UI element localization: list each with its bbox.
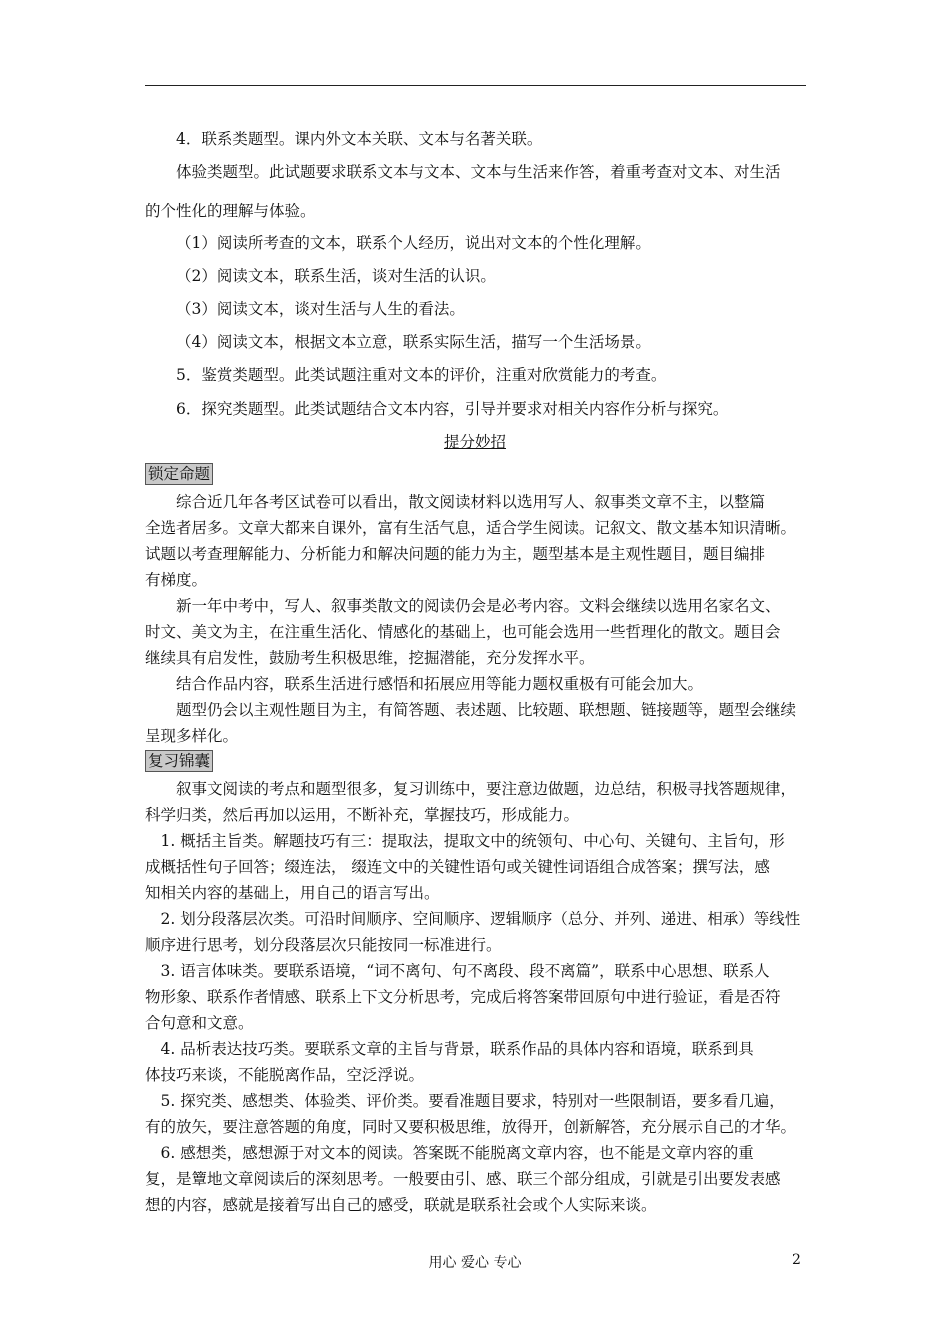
para1-line: 新一年中考中，写人、叙事类散文的阅读仍会是必考内容。文料会继续以选用名家名文、 <box>145 597 781 615</box>
para1-line: 结合作品内容，联系生活进行感悟和拓展应用等能力题权重极有可能会加大。 <box>145 675 704 693</box>
para1-line: 时文、美文为主，在注重生活化、情感化的基础上，也可能会选用一些哲理化的散文。题目会 <box>145 623 781 641</box>
para2-line: 6. 感想类，感想源于对文本的阅读。答案既不能脱离文章内容，也不能是文章内容的重 <box>145 1144 754 1162</box>
experience-sub-4: （4）阅读文本，根据文本立意，联系实际生活，描写一个生活场景。 <box>176 333 651 351</box>
para1-line: 试题以考查理解能力、分析能力和解决问题的能力为主，题型基本是主观性题目，题目编排 <box>145 545 766 563</box>
para2-line: 4. 品析表达技巧类。要联系文章的主旨与背景，联系作品的具体内容和语境，联系到具 <box>145 1040 754 1058</box>
experience-intro-line2: 的个性化的理解与体验。 <box>145 202 316 220</box>
item-4-line: 4．联系类题型。课内外文本关联、文本与名著关联。 <box>176 130 543 148</box>
experience-sub-2: （2）阅读文本，联系生活，谈对生活的认识。 <box>176 267 496 285</box>
experience-sub-3: （3）阅读文本，谈对生活与人生的看法。 <box>176 300 465 318</box>
paragraph-block-2 <box>145 776 807 1218</box>
item-6-line: 6．探究类题型。此类试题结合文本内容，引导并要求对相关内容作分析与探究。 <box>176 400 729 418</box>
para2-line: 3. 语言体味类。要联系语境，“词不离句、句不离段、段不离篇”，联系中心思想、联系人 <box>145 962 770 980</box>
para2-line: 有的放矢，要注意答题的角度，同时又要积极思维，放得开，创新解答，充分展示自己的才华。 <box>145 1118 797 1136</box>
item-5-line: 5．鉴赏类题型。此类试题注重对文本的评价，注重对欣赏能力的考查。 <box>176 366 667 384</box>
experience-sub-1: （1）阅读所考查的文本，联系个人经历，说出对文本的个性化理解。 <box>176 234 651 252</box>
para1-line: 有梯度。 <box>145 571 208 589</box>
para2-line: 2. 划分段落层次类。可沿时间顺序、空间顺序、逻辑顺序（总分、并列、递进、相承）等线性 <box>145 910 801 928</box>
para1-line: 继续具有启发性，鼓励考生积极思维，挖掘潜能，充分发挥水平。 <box>145 649 595 667</box>
page-number: 2 <box>792 1252 801 1268</box>
para2-line: 物形象、联系作者情感、联系上下文分析思考，完成后将答案带回原句中进行验证，看是否符 <box>145 988 781 1006</box>
para1-line: 呈现多样化。 <box>145 727 239 745</box>
section-title-text: 提分妙招 <box>443 433 506 451</box>
para2-line: 想的内容，感就是接着写出自己的感受，联就是联系社会或个人实际来谈。 <box>145 1196 657 1214</box>
paragraph-block-1 <box>145 489 807 749</box>
para2-line: 合句意和文意。 <box>145 1014 254 1032</box>
para1-line: 题型仍会以主观性题目为主，有简答题、表述题、比较题、联想题、链接题等，题型会继续 <box>145 701 797 719</box>
para2-line: 5. 探究类、感想类、体验类、评价类。要看准题目要求，特别对一些限制语，要多看几遍， <box>145 1092 785 1110</box>
para2-line: 科学归类，然后再加以运用，不断补充，掌握技巧，形成能力。 <box>145 806 580 824</box>
para1-line: 全选者居多。文章大都来自课外，富有生活气息，适合学生阅读。记叙文、散文基本知识清晰。 <box>145 519 797 537</box>
para2-line: 顺序进行思考，划分段落层次只能按同一标准进行。 <box>145 936 502 954</box>
experience-intro-line1: 体验类题型。此试题要求联系文本与文本、文本与生活来作答，着重考查对文本、对生活 <box>176 163 781 181</box>
para2-line: 1. 概括主旨类。解题技巧有三：提取法，提取文中的统领句、中心句、关键句、主旨句，形 <box>145 832 785 850</box>
para2-line: 体技巧来谈，不能脱离作品，空泛浮说。 <box>145 1066 425 1084</box>
para2-line: 复，是簟地文章阅读后的深刻思考。一般要由引、感、联三个部分组成，引就是引出要发表感 <box>145 1170 781 1188</box>
page-footer: 用心 爱心 专心 <box>428 1255 522 1271</box>
para1-line: 综合近几年各考区试卷可以看出，散文阅读材料以选用写人、叙事类文章不主，以整篇 <box>145 493 766 511</box>
header-rule <box>145 85 806 86</box>
para2-line: 知相关内容的基础上，用自己的语言写出。 <box>145 884 440 902</box>
para2-line: 叙事文阅读的考点和题型很多，复习训练中，要注意边做题，边总结，积极寻找答题规律， <box>145 780 797 798</box>
tag-review-tips: 复习锦囊 <box>145 750 213 772</box>
section-title <box>0 430 950 452</box>
para2-line: 成概括性句子回答；缀连法， 缀连文中的关键性语句或关键性词语组合成答案；撰写法，感 <box>145 858 770 876</box>
tag-locked-topic: 锁定命题 <box>145 463 213 485</box>
